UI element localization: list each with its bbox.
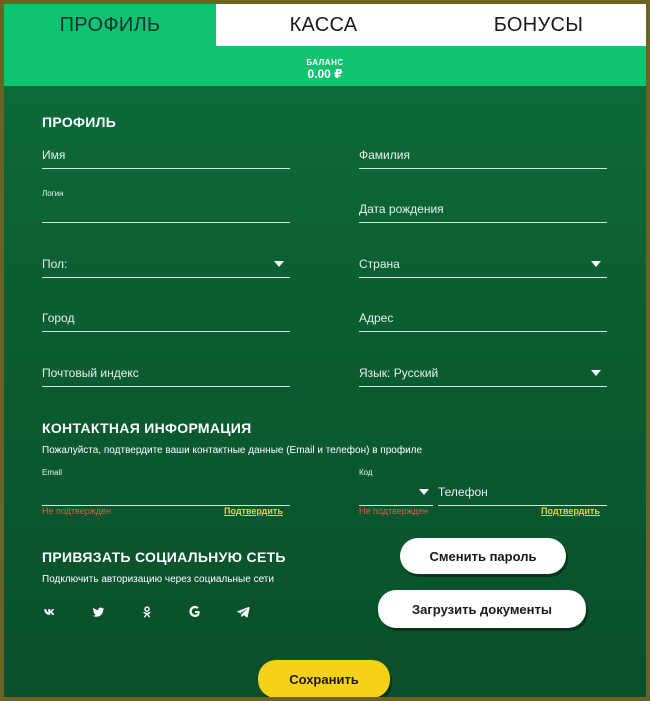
country-label: Страна	[359, 257, 400, 271]
profile-section-title: ПРОФИЛЬ	[42, 114, 117, 130]
birth-date-placeholder: Дата рождения	[359, 202, 444, 216]
phone-status: Не подтвержден	[359, 506, 428, 516]
social-note: Подключить авторизацию через социальные сети	[42, 574, 274, 585]
google-icon[interactable]	[185, 602, 205, 622]
tab-bonuses[interactable]: БОНУСЫ	[431, 4, 646, 46]
phone-code-select[interactable]	[359, 468, 433, 506]
vk-icon[interactable]	[40, 602, 60, 622]
last-name-placeholder: Фамилия	[359, 148, 410, 162]
confirm-phone-link[interactable]: Подтвердить	[541, 506, 600, 516]
chevron-down-icon	[591, 261, 601, 267]
contacts-section-title: КОНТАКТНАЯ ИНФОРМАЦИЯ	[42, 420, 252, 436]
code-label: Код	[359, 468, 373, 477]
tab-profile[interactable]: ПРОФИЛЬ	[4, 4, 216, 46]
chevron-down-icon	[274, 261, 284, 267]
tab-kassa[interactable]: КАССА	[216, 4, 431, 46]
email-label: Email	[42, 468, 63, 477]
email-status: Не подтвержден	[42, 506, 111, 516]
balance-label: БАЛАНС	[306, 58, 344, 67]
address-field[interactable]	[359, 304, 607, 332]
profile-panel	[4, 4, 646, 697]
telegram-icon[interactable]	[233, 602, 253, 622]
gender-select[interactable]	[42, 250, 290, 278]
chevron-down-icon	[591, 370, 601, 376]
birth-date-field[interactable]	[359, 195, 607, 223]
save-button[interactable]: Сохранить	[258, 660, 390, 697]
phone-placeholder: Телефон	[438, 485, 488, 499]
city-field[interactable]	[42, 304, 290, 332]
address-placeholder: Адрес	[359, 311, 394, 325]
language-select[interactable]	[359, 359, 607, 387]
chevron-down-icon	[419, 489, 429, 495]
last-name-field[interactable]	[359, 141, 607, 169]
email-field[interactable]	[42, 468, 290, 506]
country-select[interactable]	[359, 250, 607, 278]
first-name-field[interactable]	[42, 141, 290, 169]
upload-documents-button[interactable]: Загрузить документы	[378, 590, 586, 628]
postal-code-placeholder: Почтовый индекс	[42, 366, 139, 380]
social-section-title: ПРИВЯЗАТЬ СОЦИАЛЬНУЮ СЕТЬ	[42, 549, 286, 565]
confirm-email-link[interactable]: Подтвердить	[224, 506, 283, 516]
contacts-note: Пожалуйста, подтвердите ваши контактные данные (Email и телефон) в профиле	[42, 445, 423, 456]
login-field[interactable]	[42, 189, 290, 223]
odnoklassniki-icon[interactable]	[137, 602, 157, 622]
login-label: Логин	[42, 189, 64, 198]
twitter-icon[interactable]	[88, 602, 108, 622]
first-name-placeholder: Имя	[42, 148, 66, 162]
change-password-button[interactable]: Сменить пароль	[400, 538, 566, 574]
balance-value: 0.00 ₽	[307, 67, 343, 81]
balance-bar	[4, 46, 646, 86]
postal-code-field[interactable]	[42, 359, 290, 387]
tab-bar	[4, 4, 646, 46]
gender-label: Пол:	[42, 257, 68, 271]
phone-field[interactable]	[438, 478, 607, 506]
city-placeholder: Город	[42, 311, 75, 325]
language-label: Язык: Русский	[359, 366, 439, 380]
